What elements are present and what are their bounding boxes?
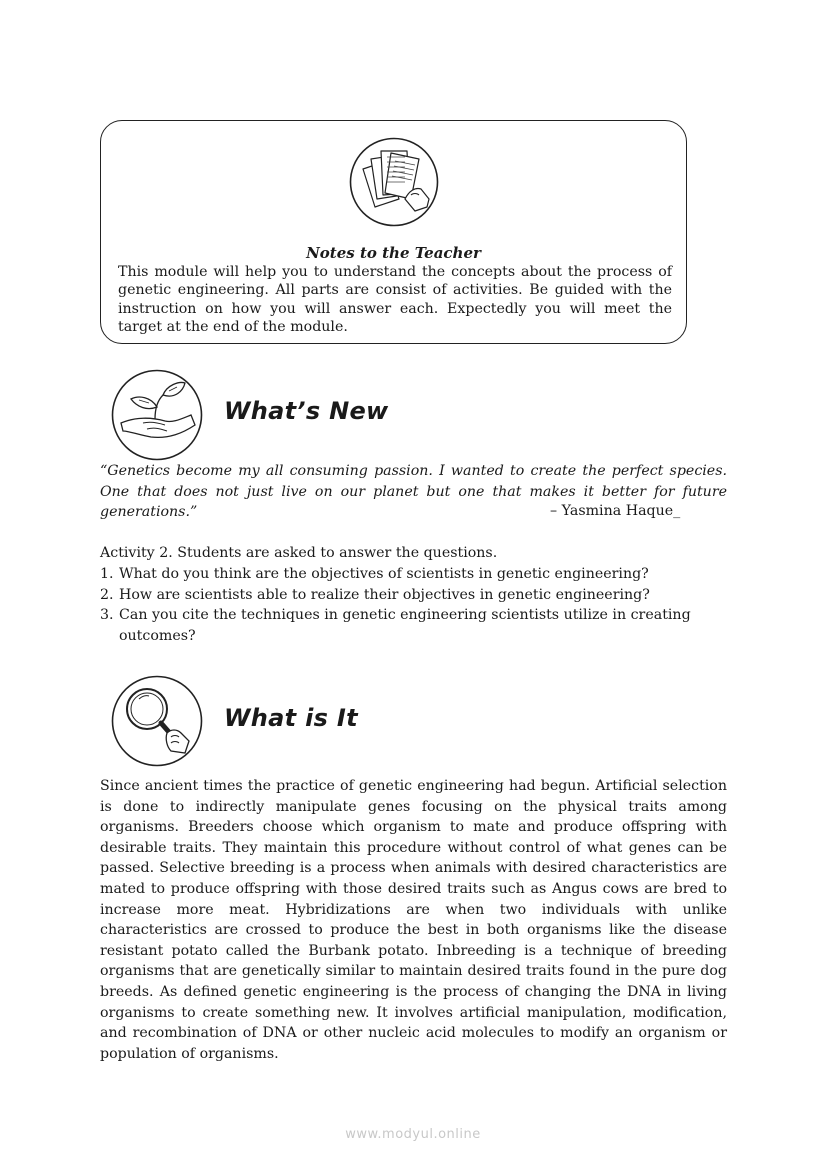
activity-instruction: Activity 2. Students are asked to answer the questions. [100, 545, 498, 561]
whats-new-title: What’s New [224, 397, 389, 425]
question-list [100, 564, 730, 646]
what-is-it-body: Since ancient times the practice of genetic engineering had begun. Artificial selection is done to indirectly manipulate genes focusing on the physical traits among organisms. Breeders choose which organism to mate and produce offspring with desirable traits. They maintain this procedure without control of what genes can be passed. Selective breeding is a process when animals with desired characteristics are mated to produce offspring with those desired traits such as Angus cows are bred to increase more meat. Hybridizations are when two individuals with unlike characteristics are crossed to produce the best in both organisms like the disease resistant potato called the Burbank potato. Inbreeding is a technique of breeding organisms that are genetically similar to maintain desired traits found in the pure dog breeds. As defined genetic engineering is the process of changing the DNA in living organisms to create something new. It involves artificial manipulation, modification, and recombination of DNA or other nucleic acid molecules to modify an organism or population of organisms. [100, 778, 727, 1062]
question-text: What do you think are the objectives of scientists in genetic engineering? [119, 566, 649, 582]
question-number: 3. [100, 607, 114, 624]
quote-author: – Yasmina Haque_ [550, 503, 681, 519]
question-number: 1. [100, 566, 114, 582]
question-text: How are scientists able to realize their objectives in genetic engineering? [119, 586, 650, 603]
quote-text: “Genetics become my all consuming passion. I wanted to create the perfect species. One that does not just live on our planet but one that makes it better for future generations.” [100, 463, 727, 521]
question-item [100, 585, 730, 606]
magnifying-glass-icon [111, 675, 203, 767]
notes-text: This module will help you to understand the concepts about the process of genetic engineering. All parts are consist of activities. Be guided with the instruction on how you will answer each. Expectedly you will meet the target at the end of the module. [118, 264, 672, 335]
documents-hand-icon [349, 137, 439, 227]
watermark: www.modyul.online [345, 1127, 481, 1142]
question-item [100, 564, 730, 585]
question-item [100, 605, 730, 646]
what-is-it-title: What is It [224, 704, 358, 732]
question-number: 2. [100, 586, 114, 603]
question-text: Can you cite the techniques in genetic engineering scientists utilize in creating outcomes? [119, 607, 691, 644]
plant-in-hand-icon [111, 369, 203, 461]
notes-title: Notes to the Teacher [306, 244, 481, 262]
